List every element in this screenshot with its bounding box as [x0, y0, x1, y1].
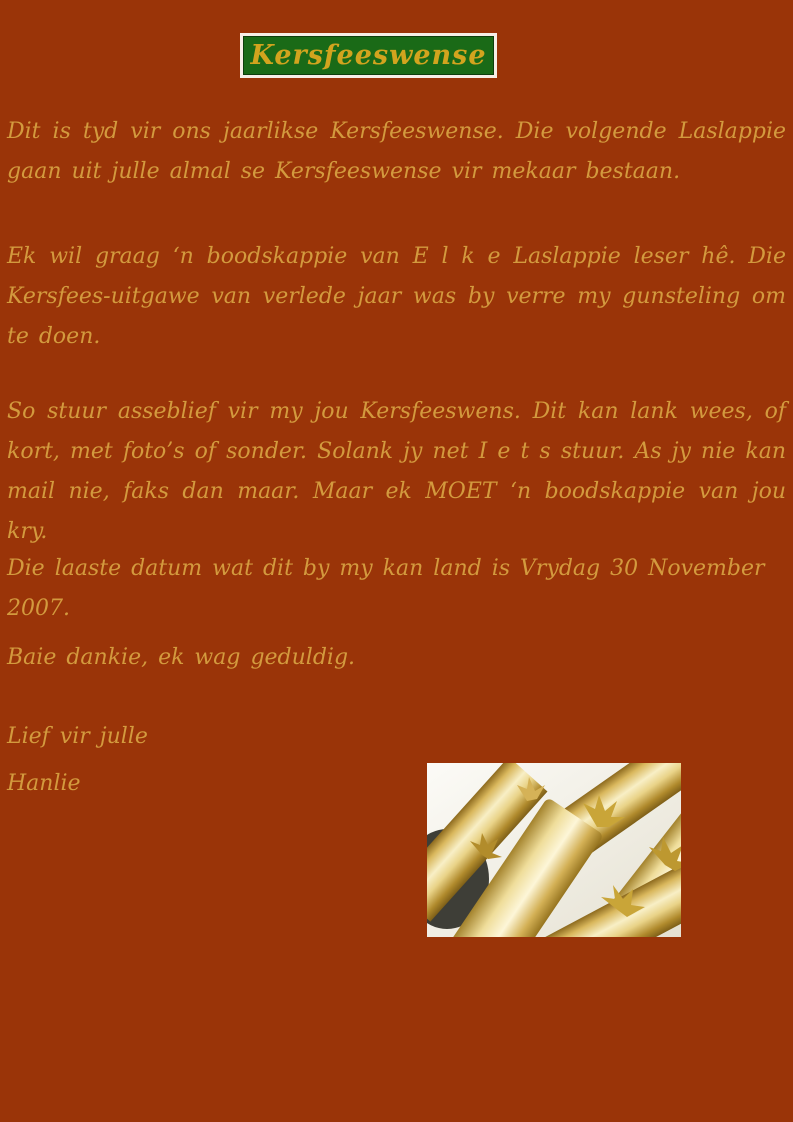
closing-line: Lief vir julle [7, 724, 148, 749]
paragraph-thanks: Baie dankie, ek wag geduldig. [7, 645, 356, 670]
paragraph-deadline: Die laaste datum wat dit by my kan land is Vrydag 30 November 2007. [7, 556, 765, 621]
paragraph-request: Ek wil graag ‘n boodskappie van E l k e Laslappie leser hê. Die Kersfees-uitgawe van verlede jaar was by verre my gunsteling om te doen. [7, 244, 786, 349]
title-banner [240, 33, 497, 78]
page-title: Kersfeeswense [250, 40, 487, 71]
paragraph-intro: Dit is tyd vir ons jaarlikse Kersfeeswense. Die volgende Laslappie gaan uit julle almal se Kersfeeswense vir mekaar bestaan. [7, 119, 786, 184]
signature-name: Hanlie [7, 771, 81, 796]
paragraph-instructions: So stuur asseblief vir my jou Kersfeeswens. Dit kan lank wees, of kort, met foto’s of sonder. Solank jy net I e t s stuur. As jy nie kan mail nie, faks dan maar. Maar ek MOET ‘n boodskappie van jou kry. [7, 399, 786, 544]
gold-crackers-graphic [427, 763, 681, 937]
christmas-crackers-image [427, 763, 681, 937]
